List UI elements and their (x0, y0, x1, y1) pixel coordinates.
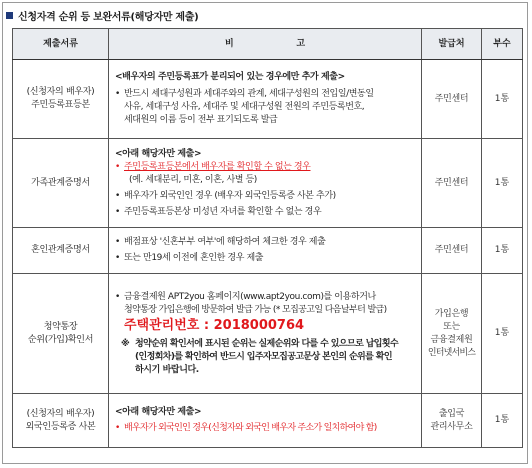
remarks-bullet-highlight: • 주민등록표등본에서 배우자를 확인할 수 없는 경우 (115, 161, 415, 174)
square-bullet-icon (6, 12, 13, 19)
header-copies: 부수 (482, 29, 523, 60)
remarks-note: ※ 청약순위 확인서에 표시된 순위는 실제순위와 다를 수 있으므로 납입횟수 (인정회차)를 확인하여 반드시 입주자모집공고문상 본인의 순위를 확인 하시기 바랍니다. (121, 338, 399, 375)
header-issuer: 발급처 (422, 29, 482, 60)
remarks-bullet: • 주민등록표등본상 미성년 자녀를 확인할 수 없는 경우 (115, 206, 415, 219)
copies-cell: 1통 (482, 228, 523, 274)
issuer-cell: 주민센터 (422, 139, 482, 228)
issuer-cell: 가입은행 또는 금융결제원 인터넷서비스 (422, 274, 482, 394)
table-header-row (13, 29, 523, 60)
remarks-cell (109, 228, 422, 274)
remarks-lead: <아래 해당자만 제출> (115, 148, 202, 159)
doc-name-cell: 청약통장 순위(가입)확인서 (13, 274, 109, 394)
header-remarks: 비 고 (109, 29, 422, 60)
remarks-bullet: • 배점표상 '신혼부부 여부'에 해당하여 체크한 경우 제출 (115, 236, 415, 249)
remarks-bullet: • 금융결제원 APT2you 홈페이지(www.apt2you.com)를 이용하거나 (115, 291, 415, 304)
header-doc: 제출서류 (13, 29, 109, 60)
reference-mark-icon: ※ (121, 338, 130, 349)
copies-cell: 1통 (482, 394, 523, 448)
table-row (13, 139, 523, 228)
remarks-bullet: • 배우자가 외국인인 경우 (배우자 외국인등록증 사본 추가) (115, 190, 415, 203)
remarks-bullet: • 또는 만19세 이전에 혼인한 경우 제출 (115, 252, 415, 265)
remarks-lead: <아래 해당자만 제출> (115, 407, 202, 417)
remarks-bullet: • 반드시 세대구성원과 세대주와의 관계, 세대구성원의 전입일/변동일 (115, 88, 415, 101)
copies-cell: 1통 (482, 139, 523, 228)
issuer-cell: 주민센터 (422, 60, 482, 139)
remarks-cell (109, 394, 422, 448)
copies-cell: 1통 (482, 60, 523, 139)
remarks-bullet-highlight: • 배우자가 외국인인 경우(신청자와 외국인 배우자 주소가 일치하여야 함) (115, 422, 415, 435)
copies-cell: 1통 (482, 274, 523, 394)
doc-name-cell: 혼인관계증명서 (13, 228, 109, 274)
remarks-cell: • 금융결제원 APT2you 홈페이지(www.apt2you.com)를 이용하거나 청약통장 가입은행에 방문하여 발급 가능 (* 모집공고일 다음날부터 발급) 주택관리번호 : 2018000764 ※ 청약순위 확인서에 표시된 순위는 실제순위와 다를 수 있으므로 납입횟수 (인정회차)를 확인하여 반드시 입주자모집공고문상 본인의 순위를 확인 하시기 바랍니다. (109, 274, 422, 394)
table-row (13, 394, 523, 448)
remarks-cell: <아래 해당자만 제출> • 주민등록표등본에서 배우자를 확인할 수 없는 경우 (예. 세대분리, 미혼, 이혼, 사별 등) • 배우자가 외국인인 경우 (배우자 외국인등록증 사본 추가) • 주민등록표등본상 미성년 자녀를 확인할 수 없는 경우 (109, 139, 422, 228)
doc-name-cell: (신청자의 배우자) 외국인등록증 사본 (13, 394, 109, 448)
remarks-cell: <배우자의 주민등록표가 분리되어 있는 경우에만 추가 제출> • 반드시 세대구성원과 세대주와의 관계, 세대구성원의 전입일/변동일 사유, 세대구성 사유, 세대주 및 세대구성원 전원의 주민등록번호, 세대원의 이름 등이 전부 표기되도록 발급 (109, 60, 422, 139)
section-title: 신청자격 순위 등 보완서류(해당자만 제출) (18, 12, 199, 23)
housing-management-number: 주택관리번호 : 2018000764 (124, 317, 305, 333)
section-heading (6, 8, 198, 23)
remarks-lead: <배우자의 주민등록표가 분리되어 있는 경우에만 추가 제출> (115, 72, 345, 82)
table-row (13, 228, 523, 274)
doc-name-cell: (신청자의 배우자) 주민등록표등본 (13, 60, 109, 139)
doc-name-cell: 가족관계증명서 (13, 139, 109, 228)
table-row (13, 60, 523, 139)
documents-table (12, 28, 523, 448)
issuer-cell: 주민센터 (422, 228, 482, 274)
table-row (13, 274, 523, 394)
issuer-cell: 출입국 관리사무소 (422, 394, 482, 448)
